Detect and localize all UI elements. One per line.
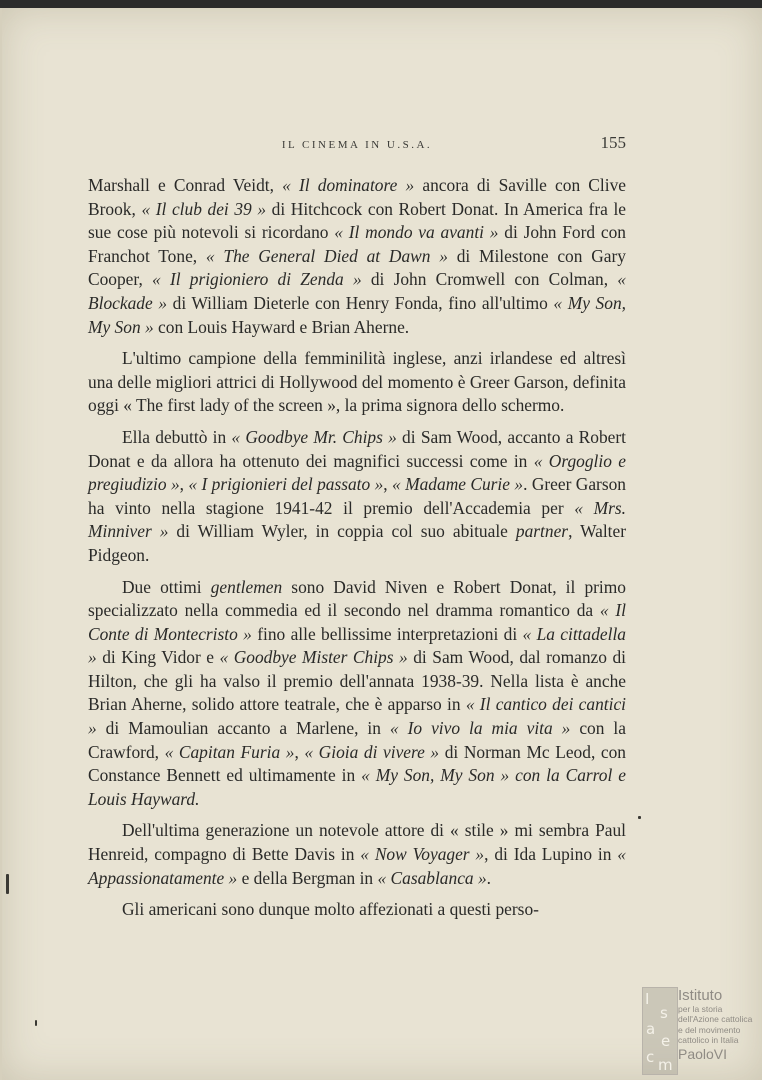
italic-text-run: « Blockade » <box>88 269 626 313</box>
text-run: e della Bergman in <box>237 867 378 888</box>
body-text <box>88 174 626 922</box>
paragraph <box>88 347 626 418</box>
italic-text-run: « Casablanca » <box>377 867 487 888</box>
italic-text-run: « Goodbye Mr. Chips » <box>231 426 397 447</box>
logo-line: dell'Azione cattolica <box>678 1014 753 1025</box>
text-run: di Sam Wood, dal romanzo di Hilton, che gli ha valso il premio dell'annata 1938-39. Nella lista è anche Brian Aherne, solido attore teatrale, che è apparso in <box>88 647 626 715</box>
italic-text-run: « Il dominatore » <box>282 175 415 195</box>
running-head <box>88 131 626 161</box>
text-run: Due ottimi <box>122 576 211 597</box>
text-run: di Milestone con Gary Cooper, <box>88 245 626 290</box>
scan-speck <box>35 1020 37 1026</box>
italic-text-run: « Io vivo la mia vita » <box>389 718 571 739</box>
text-run: , Walter Pidgeon. <box>88 521 627 565</box>
page-number: 155 <box>600 133 626 152</box>
logo-line: Istituto <box>678 987 723 1004</box>
running-title: IL CINEMA IN U.S.A. <box>281 139 433 151</box>
paragraph <box>88 426 626 568</box>
text-run: di Sam Wood, accanto a Robert Donat e da allora ha ottenuto dei magnifici successi come in <box>88 426 626 471</box>
paragraph <box>88 174 626 339</box>
italic-text-run: « Gioia di vivere » <box>304 741 440 762</box>
logo-letter: s <box>660 1004 668 1022</box>
paragraph <box>88 576 626 812</box>
logo-line: e del movimento <box>678 1024 741 1035</box>
scan-speck <box>638 816 641 819</box>
italic-text-run: « Il club dei 39 » <box>141 198 267 219</box>
institute-logo <box>640 985 762 1075</box>
text-run: Gli americani sono dunque molto affezionati a questi perso- <box>122 899 539 920</box>
italic-text-run: « Appassionatamente » <box>88 844 626 888</box>
book-page <box>0 8 762 1080</box>
italic-text-run: « Il Conte di Montecristo » <box>88 600 626 644</box>
text-run: con la Crawford, <box>88 718 626 762</box>
text-run: , di Ida Lupino in <box>484 844 618 865</box>
text-run: Ella debuttò in <box>122 426 232 447</box>
italic-text-run: « Capitan Furia » <box>164 741 295 762</box>
logo-mark <box>642 987 678 1075</box>
text-run: di William Wyler, in coppia col suo abituale <box>168 521 516 542</box>
text-run: Marshall e Conrad Veidt, <box>88 175 283 195</box>
text-run: . <box>486 867 492 888</box>
text-run: di John Cromwell con Colman, <box>361 269 618 290</box>
logo-letter: e <box>661 1032 671 1050</box>
text-run: di John Ford con Franchot Tone, <box>88 222 626 266</box>
text-run: di William Dieterle con Henry Fonda, fino all'ultimo <box>167 292 554 313</box>
text-run: di Hitchcock con Robert Donat. In America fra le sue cose più notevoli si ricordano <box>88 198 626 243</box>
text-run: sono David Niven e Robert Donat, il primo specializzato nella commedia ed il secondo nel dramma romantico da <box>88 576 626 621</box>
text-run: fino alle bellissime interpretazioni di <box>251 623 523 644</box>
italic-text-run: « My Son, My Son » con la Carrol e Louis Hayward. <box>88 765 626 809</box>
italic-text-run: « Il cantico dei cantici » <box>88 694 627 739</box>
logo-line: per la storia <box>678 1004 723 1014</box>
text-run: ancora di Saville con Clive Brook, <box>88 175 626 219</box>
logo-letter: I <box>645 990 650 1008</box>
italic-text-run: « Madame Curie » <box>392 474 524 495</box>
italic-text-run: « Mrs. Minniver » <box>88 497 626 542</box>
text-run: , <box>179 474 189 495</box>
logo-text <box>678 987 762 1062</box>
italic-text-run: « Il mondo va avanti » <box>334 222 499 243</box>
text-run: L'ultimo campione della femminilità inglese, anzi irlandese ed altresì una delle migliori attrici di Hollywood del momento è Greer Garson, definita oggi « The first lady of the screen », la prima signora dello schermo. <box>88 348 626 416</box>
logo-letter: m <box>658 1056 673 1074</box>
logo-line: PaoloVI <box>678 1046 728 1063</box>
text-run: di Norman Mc Leod, con Constance Bennett ed ultimamente in <box>88 741 627 786</box>
text-run: , <box>294 741 305 762</box>
italic-text-run: « Il prigioniero di Zenda » <box>152 269 362 290</box>
text-run: di King Vidor e <box>96 647 220 668</box>
italic-text-run: « I prigionieri del passato » <box>188 474 384 495</box>
italic-text-run: gentlemen <box>210 576 283 597</box>
text-run: . Greer Garson ha vinto nella stagione 1941-42 il premio dell'Accademia per <box>88 474 627 518</box>
italic-text-run: « My Son, My Son » <box>88 292 626 337</box>
logo-line: cattolico in Italia <box>678 1034 739 1045</box>
logo-letter: c <box>646 1048 655 1066</box>
paragraph <box>88 819 626 890</box>
text-run: , <box>383 474 393 495</box>
paragraph <box>88 898 626 922</box>
text-run: Dell'ultima generazione un notevole attore di « stile » mi sembra Paul Henreid, compagno di Bette Davis in <box>88 820 626 865</box>
scan-speck <box>6 874 9 894</box>
italic-text-run: « Goodbye Mister Chips » <box>219 647 408 668</box>
italic-text-run: « The General Died at Dawn » <box>205 245 448 266</box>
text-run: di Mamoulian accanto a Marlene, in <box>96 718 390 739</box>
italic-text-run: « La cittadella » <box>88 623 626 668</box>
text-run: con Louis Hayward e Brian Aherne. <box>153 316 410 337</box>
italic-text-run: « Now Voyager » <box>360 844 485 865</box>
italic-text-run: « Orgoglio e pregiudizio » <box>88 450 626 495</box>
logo-letter: a <box>646 1020 656 1038</box>
italic-text-run: partner <box>515 521 569 542</box>
